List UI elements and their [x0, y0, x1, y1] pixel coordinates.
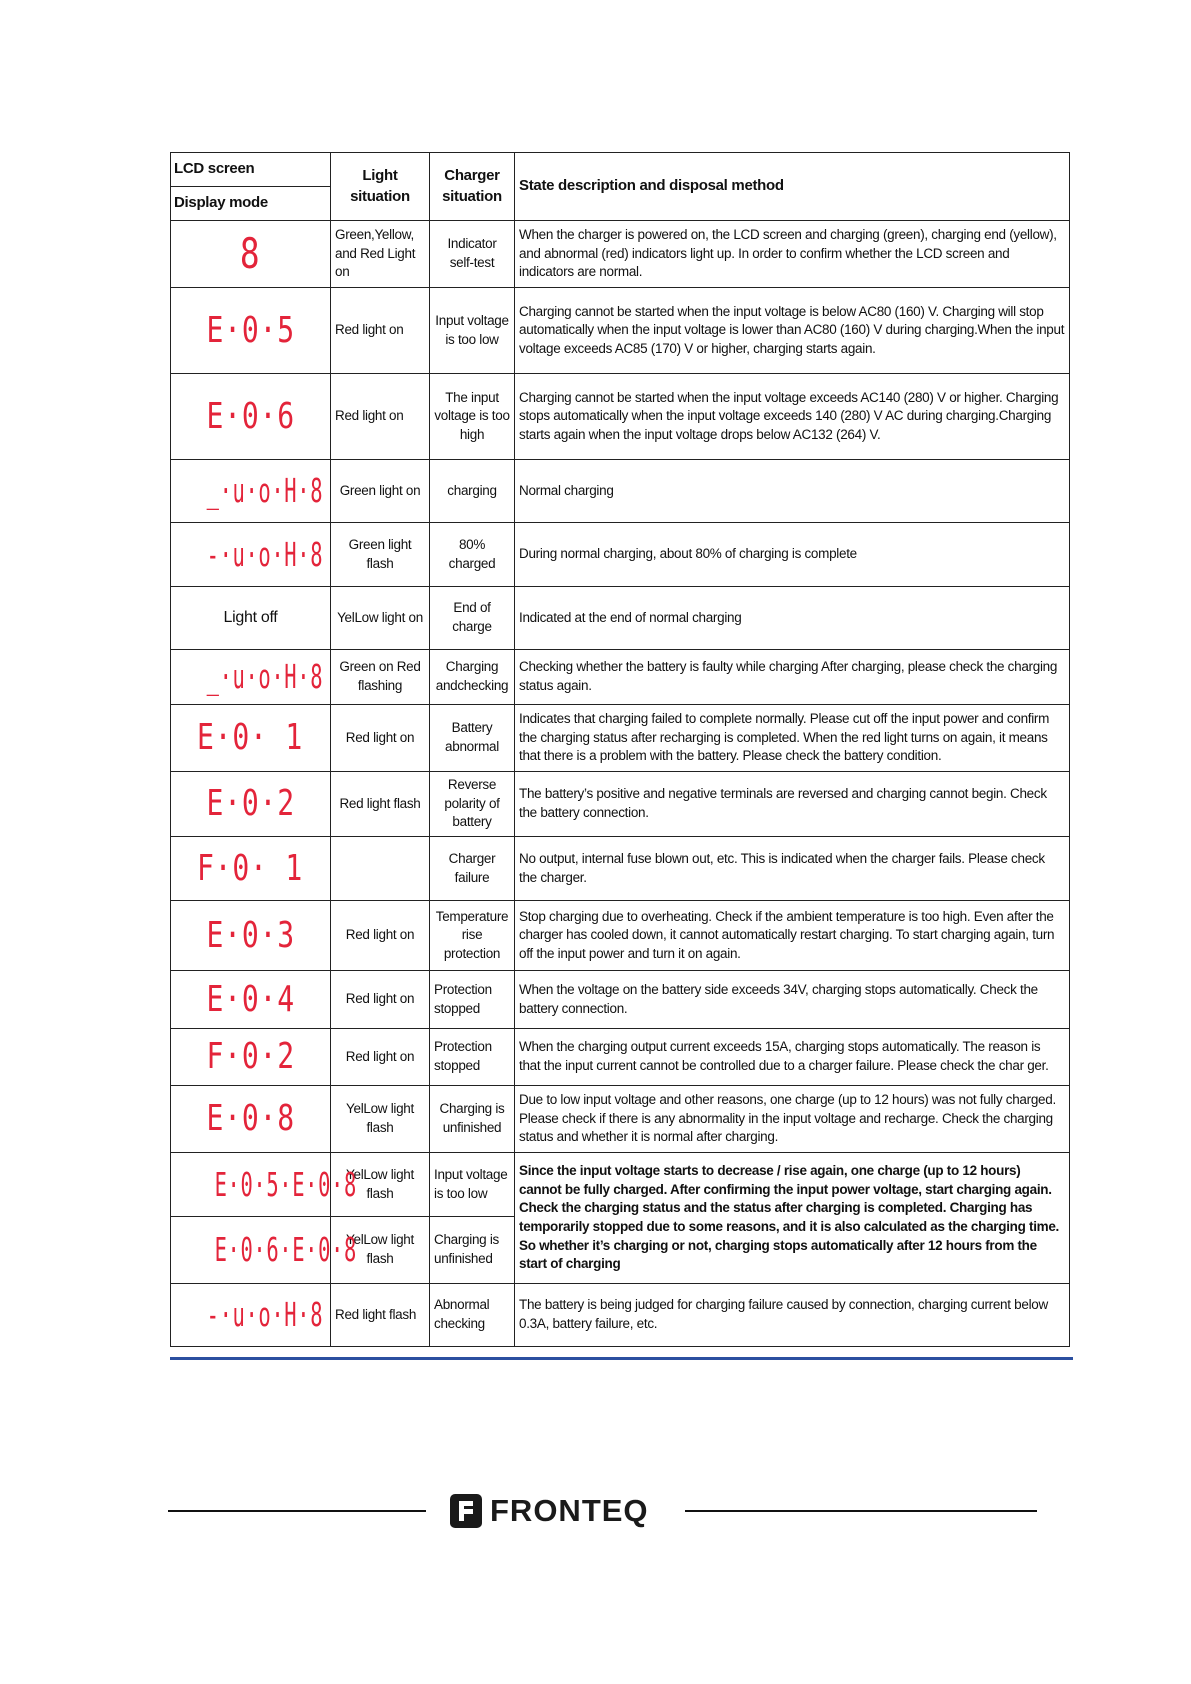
state-description: During normal charging, about 80% of charging is complete	[515, 523, 1070, 587]
footer-line-right	[685, 1510, 1037, 1512]
header-light-situation: Light situation	[331, 153, 430, 221]
light-situation: Red light on	[331, 901, 430, 971]
light-situation: Green light flash	[331, 523, 430, 587]
state-description: Normal charging	[515, 460, 1070, 523]
header-lcd-screen: LCD screen	[171, 153, 330, 187]
lcd-display: 8	[171, 221, 331, 288]
lcd-display: E·0·8	[171, 1086, 331, 1153]
state-description: The battery is being judged for charging failure caused by connection, charging current below 0.3A, battery failure, etc.	[515, 1284, 1070, 1347]
state-description: Due to low input voltage and other reasons, one charge (up to 12 hours) was not fully charged. Please check if there is any abnormality in the input voltage and recharge. Check the charging status and whether it is normal after charging.	[515, 1086, 1070, 1153]
header-lcd-cell	[171, 153, 331, 221]
table-row	[171, 1153, 1070, 1217]
light-situation: Red light on	[331, 288, 430, 374]
lcd-display: F·0· 1	[171, 837, 331, 901]
light-situation: YelLow light flash	[331, 1217, 430, 1284]
table-row	[171, 650, 1070, 705]
brand-logo	[450, 1491, 649, 1531]
lcd-display: _·u·o·H·8	[171, 650, 331, 705]
charger-situation: Protection stopped	[430, 1029, 515, 1086]
light-situation: YelLow light flash	[331, 1153, 430, 1217]
table-row	[171, 288, 1070, 374]
light-situation: Red light flash	[331, 1284, 430, 1347]
charger-status-table	[170, 152, 1070, 1347]
lcd-display: E·0·5	[171, 288, 331, 374]
table-row	[171, 1284, 1070, 1347]
light-situation: Green,Yellow, and Red Light on	[331, 221, 430, 288]
lcd-display: E·0· 1	[171, 705, 331, 772]
state-description: Charging cannot be started when the input voltage exceeds AC140 (280) V or higher. Charging stops automatically when the input voltage exceeds 140 (280) V AC during charging.Charging starts again when the input voltage drops below AC132 (264) V.	[515, 374, 1070, 460]
table-row	[171, 523, 1070, 587]
charger-situation: Charging andchecking	[430, 650, 515, 705]
charger-situation: Charging is unfinished	[430, 1086, 515, 1153]
state-description: Indicated at the end of normal charging	[515, 587, 1070, 650]
light-situation: Red light on	[331, 971, 430, 1029]
header-display-mode: Display mode	[174, 194, 268, 211]
charger-situation: Abnormal checking	[430, 1284, 515, 1347]
charger-situation: Protection stopped	[430, 971, 515, 1029]
charger-situation: Battery abnormal	[430, 705, 515, 772]
lcd-display: -·u·o·H·8	[171, 523, 331, 587]
lcd-display: E·0·6·E·0·8	[171, 1217, 331, 1284]
table-row	[171, 374, 1070, 460]
light-situation: Red light on	[331, 705, 430, 772]
state-description: When the voltage on the battery side exceeds 34V, charging stops automatically. Check the battery connection.	[515, 971, 1070, 1029]
header-charger-situation: Charger situation	[430, 153, 515, 221]
lcd-display: _·u·o·H·8	[171, 460, 331, 523]
lcd-display: E·0·4	[171, 971, 331, 1029]
charger-situation: charging	[430, 460, 515, 523]
table-row	[171, 971, 1070, 1029]
light-situation	[331, 837, 430, 901]
light-situation: YelLow light on	[331, 587, 430, 650]
table-row	[171, 221, 1070, 288]
table-row	[171, 1086, 1070, 1153]
charger-situation: Indicator self-test	[430, 221, 515, 288]
brand-name: FRONTEQ	[490, 1493, 649, 1528]
light-situation: Red light flash	[331, 772, 430, 837]
charger-situation: Input voltage is too low	[430, 288, 515, 374]
table-row	[171, 772, 1070, 837]
table-row	[171, 587, 1070, 650]
state-description: Stop charging due to overheating. Check if the ambient temperature is too high. Even after the charger has cooled down, it cannot automatically restart charging. To start charging again, turn off the input power and turn it on again.	[515, 901, 1070, 971]
table-row	[171, 460, 1070, 523]
charger-situation: Temperature rise protection	[430, 901, 515, 971]
table-row	[171, 901, 1070, 971]
charger-situation: Input voltage is too low	[430, 1153, 515, 1217]
lcd-display: F·0·2	[171, 1029, 331, 1086]
lcd-display: E·0·5·E·0·8	[171, 1153, 331, 1217]
charger-situation: Charging is unfinished	[430, 1217, 515, 1284]
fronteq-logo-icon	[450, 1494, 482, 1528]
lcd-display: -·u·o·H·8	[171, 1284, 331, 1347]
table-row	[171, 705, 1070, 772]
footer-line-left	[168, 1510, 426, 1512]
state-description: Since the input voltage starts to decrease / rise again, one charge (up to 12 hours) cannot be fully charged. After confirming the input power voltage, start charging again. Check the charging status and the status after charging is completed. Charging has temporarily stopped due to some reasons, and it is also calculated as the charging time. So whether it’s charging or not, charging stops automatically after 12 hours from the start of charging	[515, 1153, 1070, 1284]
light-situation: Green light on	[331, 460, 430, 523]
light-situation: Red light on	[331, 1029, 430, 1086]
light-situation: Green on Red flashing	[331, 650, 430, 705]
lcd-display: Light off	[171, 587, 331, 650]
charger-situation: End of charge	[430, 587, 515, 650]
charger-situation: The input voltage is too high	[430, 374, 515, 460]
charger-situation: 80% charged	[430, 523, 515, 587]
lcd-display: E·0·6	[171, 374, 331, 460]
charger-situation: Charger failure	[430, 837, 515, 901]
table-row	[171, 837, 1070, 901]
state-description: When the charger is powered on, the LCD screen and charging (green), charging end (yellow), and abnormal (red) indicators light up. In order to confirm whether the LCD screen and indicators are normal.	[515, 221, 1070, 288]
light-situation: Red light on	[331, 374, 430, 460]
table-bottom-rule	[170, 1357, 1073, 1360]
lcd-display: E·0·2	[171, 772, 331, 837]
state-description: No output, internal fuse blown out, etc. This is indicated when the charger fails. Please check the charger.	[515, 837, 1070, 901]
lcd-display: E·0·3	[171, 901, 331, 971]
charger-situation: Reverse polarity of battery	[430, 772, 515, 837]
header-state-description: State description and disposal method	[515, 153, 1070, 221]
state-description: Charging cannot be started when the input voltage is below AC80 (160) V. Charging will stop automatically when the input voltage is lower than AC80 (160) V during charging.When the input voltage exceeds AC85 (170) V or higher, charging starts again.	[515, 288, 1070, 374]
light-situation: YelLow light flash	[331, 1086, 430, 1153]
state-description: The battery’s positive and negative terminals are reversed and charging cannot begin. Check the battery connection.	[515, 772, 1070, 837]
state-description: Indicates that charging failed to complete normally. Please cut off the input power and confirm the charging status after recharging is completed. When the red light turns on again, it means that there is a problem with the battery. Please check the battery condition.	[515, 705, 1070, 772]
table-row	[171, 1029, 1070, 1086]
state-description: When the charging output current exceeds 15A, charging stops automatically. The reason is that the input current cannot be controlled due to a charger failure. Please check the char ger.	[515, 1029, 1070, 1086]
state-description: Checking whether the battery is faulty while charging After charging, please check the charging status again.	[515, 650, 1070, 705]
table-header-row	[171, 153, 1070, 221]
